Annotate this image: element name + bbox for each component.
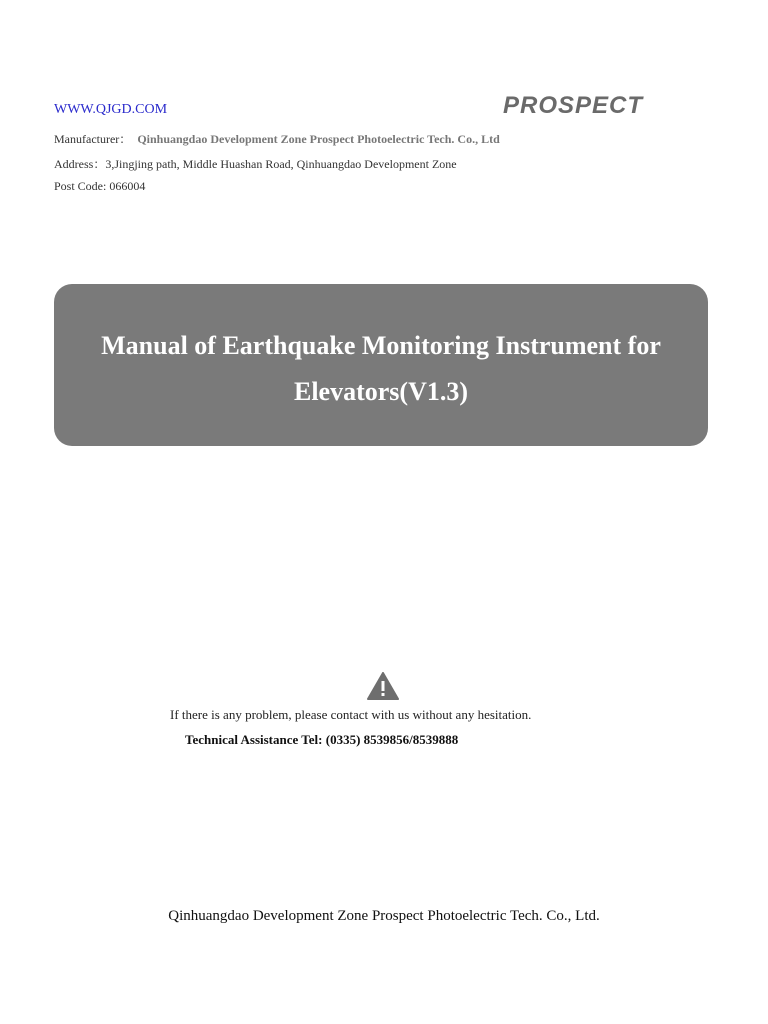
footer-company: Qinhuangdao Development Zone Prospect Photoelectric Tech. Co., Ltd.	[168, 908, 600, 924]
manufacturer-label: Manufacturer：	[54, 132, 132, 146]
manufacturer-value: Qinhuangdao Development Zone Prospect Photoelectric Tech. Co., Ltd	[137, 132, 500, 146]
title-banner	[54, 284, 708, 446]
technical-assistance-tel: Technical Assistance Tel: (0335) 8539856/8539888	[185, 732, 459, 747]
contact-message: If there is any problem, please contact with us without any hesitation.	[170, 707, 532, 722]
title-line-2: Elevators(V1.3)	[293, 377, 468, 406]
manufacturer-line	[54, 130, 500, 147]
warning-icon	[367, 672, 399, 705]
post-code: Post Code: 066004	[54, 179, 146, 193]
company-logo: PROSPECT	[503, 92, 644, 119]
title-line-1: Manual of Earthquake Monitoring Instrument for	[101, 331, 661, 360]
address-line: Address：3,Jingjing path, Middle Huashan Road, Qinhuangdao Development Zone	[54, 157, 457, 171]
website-link[interactable]: WWW.QJGD.COM	[54, 102, 168, 117]
